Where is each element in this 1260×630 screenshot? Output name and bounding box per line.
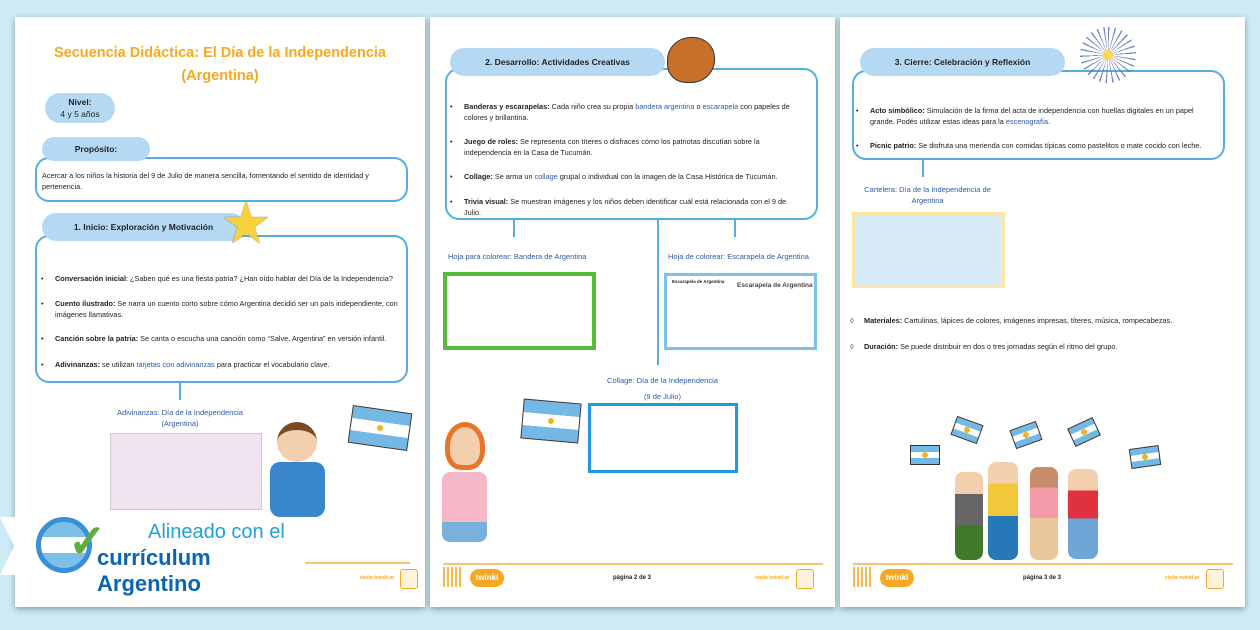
bullet-juego-roles: [448, 136, 788, 158]
bullet-bold: Canción sobre la patria:: [55, 334, 139, 343]
bullet-bold: Banderas y escarapelas:: [464, 102, 550, 111]
bullet-text: Se muestran imágenes y los niños deben identificar cuál está relacionada con el 9 de Julio.: [464, 197, 787, 217]
bullet-text: o: [694, 102, 703, 111]
proposito-pill: Propósito:: [42, 137, 150, 161]
page-number: página 2 de 3: [613, 575, 652, 581]
title-line-2: (Argentina): [181, 68, 259, 84]
bullet-adivinanzas: [39, 359, 409, 370]
connector-line: [179, 383, 181, 400]
curriculum-badge: [0, 515, 305, 596]
fireworks-icon: [1080, 27, 1136, 83]
bullet-text: con papeles de colores y brillantina.: [464, 102, 790, 122]
kid-1: [955, 472, 983, 560]
caption-line: Collage: Día de la Independencia: [607, 376, 718, 385]
bullet-bold: Collage:: [464, 172, 493, 181]
girl-flag: [520, 399, 581, 444]
bullet-bold: Trivia visual:: [464, 197, 509, 206]
bullet-bold: Juego de roles:: [464, 137, 518, 146]
bullet-picnic: [854, 140, 1229, 151]
bullet-bold: Cuento ilustrado:: [55, 299, 116, 308]
title-line-1: Secuencia Didáctica: El Día de la Independencia: [53, 45, 386, 61]
bullet-text: para practicar el vocabulario clave.: [214, 360, 330, 369]
twinkl-logo: twinkl: [470, 569, 504, 587]
bullet-cuento: [39, 298, 404, 320]
bullet-text: : ¿Saben qué es una fiesta patria? ¿Han oído hablar del Día de la Independencia?: [125, 274, 393, 283]
bullet-acto-simbolico: [854, 105, 1214, 127]
caption-line: Argentina: [911, 196, 944, 205]
bullet-bold: Adivinanzas:: [55, 360, 101, 369]
bullet-text: Se disfruta una merienda con comidas típicas como pastelitos o mate cocido con leche.: [916, 141, 1202, 150]
bullet-text: Se puede distribuir en dos o tres jornadas según el ritmo del grupo.: [898, 342, 1118, 351]
kids-flag: [1129, 445, 1161, 469]
bullet-bold: Picnic patrio:: [870, 141, 917, 150]
escarapela-link[interactable]: escarapela: [702, 102, 739, 111]
desarrollo-pill: 2. Desarrollo: Actividades Creativas: [450, 48, 665, 76]
kids-flag: [1009, 421, 1042, 449]
bullet-text: Se representa con títeres o disfraces cómo los patriotas discutían sobre la independencia en la Casa de Tucumán.: [464, 137, 760, 157]
thumb-title: Escarapela de Argentina: [737, 282, 813, 289]
bullet-text: Se arma un: [492, 172, 535, 181]
bullet-conversacion: [39, 273, 409, 284]
collage-thumbnail[interactable]: [588, 403, 738, 473]
bullet-banderas: [448, 101, 798, 123]
footer-line: [443, 563, 823, 565]
connector-line: [734, 220, 736, 237]
bullet-text: Simulación de la firma del acta de independencia con huellas digitales en un papel grande. Podés utilizar estas ideas para la: [870, 106, 1194, 126]
cartelera-thumbnail[interactable]: [852, 212, 1005, 288]
nivel-pill: [45, 93, 115, 123]
bandera-thumbnail[interactable]: [443, 272, 596, 350]
collage-link[interactable]: collage: [534, 172, 558, 181]
kids-flag: [1067, 417, 1101, 447]
caption-line: Cartelera: Día de la Independencia de: [864, 185, 991, 194]
nivel-label: Nivel:: [68, 97, 92, 107]
bullet-text: Cada niño crea su propia: [549, 102, 636, 111]
boy-flag: [348, 405, 413, 451]
curriculum-stamp: [796, 569, 814, 589]
checkmark-icon: ✓: [68, 515, 107, 567]
connector-line: [513, 220, 515, 237]
girl-illustration: [445, 422, 485, 470]
star-icon: ★: [220, 191, 272, 256]
bullet-text: se utilizan: [100, 360, 137, 369]
caption-line: Adivinanzas: Día de la Independencia: [117, 408, 243, 417]
bullet-bold: Materiales:: [864, 316, 903, 325]
curriculum-stamp: [400, 569, 418, 589]
bullet-text: Cartulinas, lápices de colores, imágenes impresas, títeres, música, rompecabezas.: [902, 316, 1173, 325]
adivinanzas-caption[interactable]: [95, 407, 265, 429]
escarapela-thumbnail[interactable]: [664, 273, 817, 350]
kids-flag: [910, 445, 940, 465]
caption-line: (Argentina): [161, 419, 199, 428]
caption-line: (9 de Julio): [643, 392, 682, 401]
visit-link[interactable]: visita twinkl.ar: [755, 575, 790, 581]
cierre-pill: 3. Cierre: Celebración y Reflexión: [860, 48, 1065, 76]
kid-3: [1030, 467, 1058, 560]
inicio-pill: 1. Inicio: Exploración y Motivación: [42, 213, 245, 241]
boy-body: [270, 462, 325, 517]
kids-flag: [950, 416, 983, 444]
boy-illustration: [277, 422, 317, 462]
cartelera-caption[interactable]: [855, 184, 1000, 206]
duracion-item: [848, 341, 1228, 352]
proposito-text: Acercar a los niños la historia del 9 de Julio de manera sencilla, fomentando el sentido de identidad y pertenencia.: [42, 171, 369, 191]
bullet-text: Se narra un cuento corto sobre cómo Argentina decidió ser un país independiente, con imágenes llamativas.: [55, 299, 398, 319]
connector-line: [657, 220, 659, 365]
materiales-item: [848, 315, 1228, 326]
twinkl-logo: twinkl: [880, 569, 914, 587]
bullet-bold: Duración:: [864, 342, 899, 351]
badge-line-2: currículum Argentino: [97, 545, 211, 596]
visit-link[interactable]: visita twinkl.ar: [360, 575, 395, 581]
badge-line-1: Alineado con el: [148, 521, 285, 543]
page-3: [840, 17, 1245, 607]
escarapela-caption[interactable]: Hoja de colorear: Escarapela de Argentina: [668, 252, 809, 261]
kid-2: [988, 462, 1018, 560]
escenografia-link[interactable]: escenografía: [1005, 117, 1049, 126]
bullet-bold: Acto simbólico:: [870, 106, 925, 115]
bandera-link[interactable]: bandera argentina: [635, 102, 695, 111]
nivel-value: 4 y 5 años: [60, 109, 100, 119]
page-number: página 3 de 3: [1023, 575, 1062, 581]
bullet-collage: [448, 171, 818, 182]
bullet-text: Se canta o escucha una canción como “Salve, Argentina” en versión infantil.: [138, 334, 387, 343]
adivinanzas-thumbnail[interactable]: [110, 433, 262, 510]
qr-code: [443, 567, 463, 587]
bandera-caption[interactable]: Hoja para colorear: Bandera de Argentina: [448, 252, 587, 261]
bullet-text: .: [1048, 117, 1051, 126]
connector-line: [922, 160, 924, 177]
girl-body: [442, 472, 487, 542]
palette-mascot-icon: [667, 37, 715, 83]
footer-line: [853, 563, 1233, 565]
adivinanzas-link[interactable]: tarjetas con adivinanzas: [136, 360, 215, 369]
curriculum-stamp: [1206, 569, 1224, 589]
document-title: [35, 42, 405, 88]
page-2: [430, 17, 835, 607]
qr-code: [853, 567, 873, 587]
thumb-title: Escarapela de Argentina: [672, 279, 725, 284]
visit-link[interactable]: visita twinkl.ar: [1165, 575, 1200, 581]
bullet-bold: Conversación inicial: [55, 274, 126, 283]
bullet-trivia: [448, 196, 798, 218]
kid-4: [1068, 469, 1098, 559]
bullet-text: grupal o individual con la imagen de la Casa Histórica de Tucumán.: [557, 172, 778, 181]
collage-caption[interactable]: [580, 373, 745, 405]
footer-line: [290, 562, 410, 564]
bullet-cancion: [39, 333, 409, 344]
